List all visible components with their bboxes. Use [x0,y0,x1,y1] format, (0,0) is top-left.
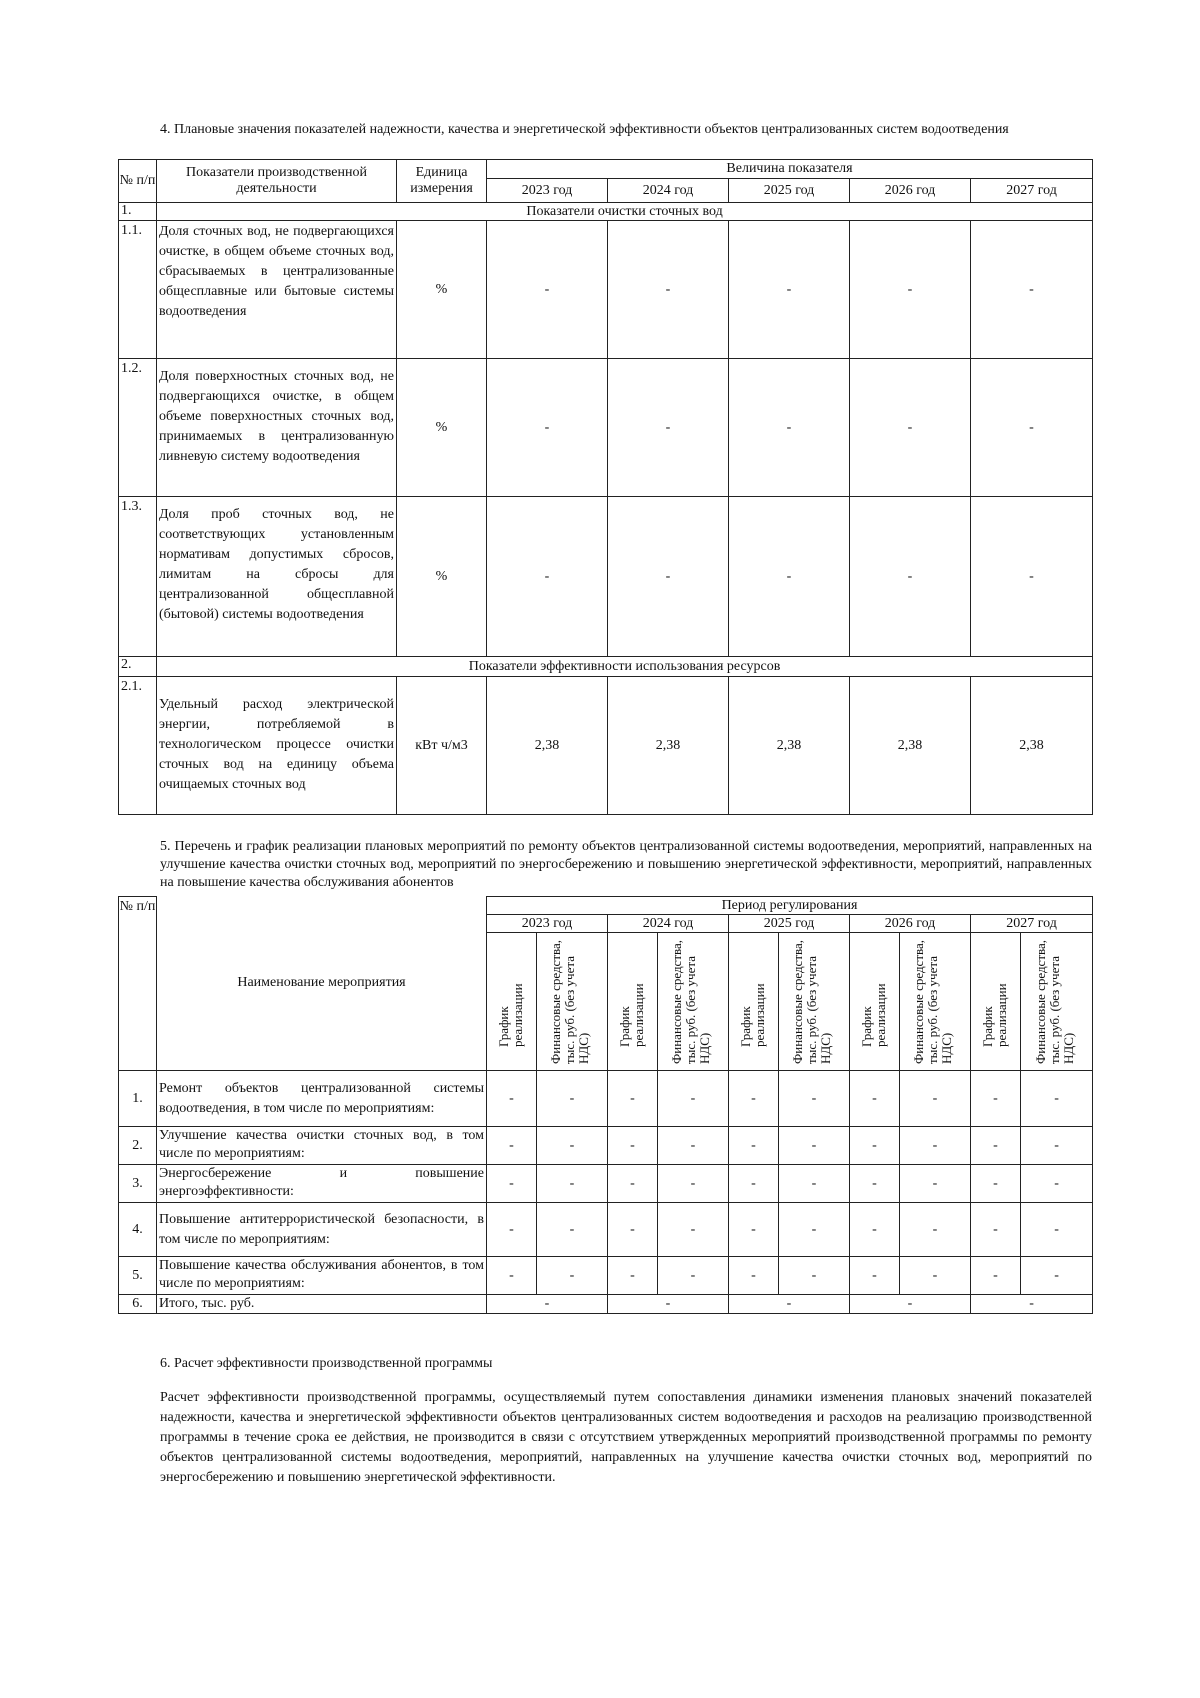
header-finance: Финансовые средства, тыс. руб. (без учета НДС) [548,939,591,1064]
row-name: Повышение антитеррористической безопасности, в том числе по мероприятиям: [157,1203,487,1257]
header-unit: Единица измерения [397,160,487,203]
row-value: - [850,1165,900,1203]
row-num: 1.1. [119,221,157,359]
row-value: - [658,1127,729,1165]
header-name: Наименование мероприятия [157,897,487,1071]
row-value: - [487,1257,537,1295]
row-value: - [537,1071,608,1127]
row-value: 2,38 [608,677,729,815]
row-value: - [729,1071,779,1127]
row-value: - [537,1203,608,1257]
row-value: - [537,1127,608,1165]
row-value: - [1021,1203,1093,1257]
row-name: Ремонт объектов централизованной системы водоотведения, в том числе по мероприятиям: [157,1071,487,1127]
header-num: № п/п [119,160,157,203]
row-value: - [608,1203,658,1257]
header-schedule: График реализации [616,982,646,1047]
row-value: - [537,1257,608,1295]
total-value: - [487,1295,608,1314]
row-value: - [900,1257,971,1295]
row-value: - [971,359,1093,497]
row-value: - [608,1165,658,1203]
row-value: 2,38 [850,677,971,815]
header-schedule: График реализации [979,982,1009,1047]
row-num: 1.3. [119,497,157,657]
total-value: - [608,1295,729,1314]
row-value: - [1021,1165,1093,1203]
row-num: 5. [119,1257,157,1295]
row-value: - [608,1127,658,1165]
group-num: 2. [119,657,157,677]
row-unit: кВт ч/м3 [397,677,487,815]
row-value: - [850,497,971,657]
row-value: - [779,1165,850,1203]
header-year: 2025 год [729,179,850,203]
section6-title: 6. Расчет эффективности производственной программы [160,1356,493,1371]
row-value: - [850,1257,900,1295]
row-value: - [487,359,608,497]
row-value: - [779,1071,850,1127]
header-year: 2027 год [971,915,1093,933]
section5-title: 5. Перечень и график реализации плановых мероприятий по ремонту объектов централизованной системы водоотведения, мероприятий, направленных на улучшение качества очистки сточных вод, мероприятий по энергосбережению и повышению энергетической эффективности, мероприятий, направленных на повышение качества обслуживания абонентов [160,839,1092,890]
row-value: - [487,1203,537,1257]
group-title: Показатели эффективности использования ресурсов [157,657,1093,677]
header-num: № п/п [119,897,157,1071]
header-year: 2026 год [850,179,971,203]
total-value: - [971,1295,1093,1314]
header-year: 2023 год [487,915,608,933]
header-year: 2024 год [608,179,729,203]
row-name: Улучшение качества очистки сточных вод, в том числе по мероприятиям: [157,1127,487,1165]
header-schedule: График реализации [737,982,767,1047]
group-num: 1. [119,203,157,221]
total-value: - [729,1295,850,1314]
row-value: - [1021,1071,1093,1127]
row-value: 2,38 [487,677,608,815]
row-value: - [658,1257,729,1295]
row-value: - [487,221,608,359]
row-unit: % [397,359,487,497]
total-name: Итого, тыс. руб. [157,1295,487,1314]
header-schedule: График реализации [495,982,525,1047]
header-year: 2024 год [608,915,729,933]
row-value: - [850,1203,900,1257]
row-value: - [608,497,729,657]
total-value: - [850,1295,971,1314]
header-value: Величина показателя [487,160,1093,179]
row-name: Энергосбережение и повышение энергоэффективности: [157,1165,487,1203]
row-num: 3. [119,1165,157,1203]
measures-table [118,896,1093,1314]
row-value: - [487,497,608,657]
row-num: 2. [119,1127,157,1165]
row-name: Удельный расход электрической энергии, потребляемой в технологическом процессе очистки сточных вод на единицу объема очищаемых сточных вод [157,677,397,815]
header-finance: Финансовые средства, тыс. руб. (без учета НДС) [669,939,712,1064]
row-value: - [487,1127,537,1165]
row-num: 4. [119,1203,157,1257]
row-num: 1.2. [119,359,157,497]
row-value: - [537,1165,608,1203]
header-year: 2027 год [971,179,1093,203]
row-value: - [608,1071,658,1127]
row-value: - [729,1165,779,1203]
row-value: - [1021,1127,1093,1165]
header-finance: Финансовые средства, тыс. руб. (без учета НДС) [911,939,954,1064]
row-num: 2.1. [119,677,157,815]
header-finance: Финансовые средства, тыс. руб. (без учета НДС) [1032,939,1076,1064]
row-value: - [658,1203,729,1257]
row-value: - [729,1257,779,1295]
row-value: - [608,359,729,497]
row-value: 2,38 [729,677,850,815]
row-value: - [900,1203,971,1257]
total-num: 6. [119,1295,157,1314]
row-value: - [729,221,850,359]
row-unit: % [397,221,487,359]
row-value: - [971,221,1093,359]
section6-body: Расчет эффективности производственной программы, осуществляемый путем сопоставления динамики изменения плановых значений показателей надежности, качества и энергетической эффективности объектов централизованных систем водоотведения и расходов на реализацию производственной программы в течение срока ее действия, не производится в связи с отсутствием утвержденных мероприятий производственной программы по ремонту объектов централизованной системы водоотведения, мероприятий, направленных на улучшение качества очистки сточных вод, мероприятий по энергосбережению и повышению энергетической эффективности. [160,1390,1092,1485]
row-value: 2,38 [971,677,1093,815]
row-value: - [850,1071,900,1127]
row-name: Повышение качества обслуживания абонентов, в том числе по мероприятиям: [157,1257,487,1295]
row-value: - [971,1071,1021,1127]
indicators-table [118,159,1093,815]
row-value: - [1021,1257,1093,1295]
row-value: - [729,497,850,657]
row-value: - [729,1127,779,1165]
row-unit: % [397,497,487,657]
row-value: - [971,1165,1021,1203]
header-period: Период регулирования [487,897,1093,915]
row-value: - [729,1203,779,1257]
group-title: Показатели очистки сточных вод [157,203,1093,221]
row-value: - [729,359,850,497]
row-value: - [971,1257,1021,1295]
row-value: - [658,1071,729,1127]
row-num: 1. [119,1071,157,1127]
row-value: - [487,1071,537,1127]
row-value: - [900,1071,971,1127]
row-value: - [850,221,971,359]
header-finance: Финансовые средства, тыс. руб. (без учета НДС) [790,939,833,1064]
header-year: 2023 год [487,179,608,203]
row-name: Доля сточных вод, не подвергающихся очистке, в общем объеме сточных вод, сбрасываемых в централизованные общесплавные или бытовые системы водоотведения [157,221,397,359]
row-value: - [487,1165,537,1203]
row-value: - [971,1127,1021,1165]
header-indicator: Показатели производственной деятельности [157,160,397,203]
row-name: Доля проб сточных вод, не соответствующих установленным нормативам допустимых сбросов, лимитам на сбросы для централизованной общесплавной (бытовой) системы водоотведения [157,497,397,657]
header-schedule: График реализации [858,982,888,1047]
row-value: - [971,497,1093,657]
row-value: - [900,1127,971,1165]
row-value: - [850,359,971,497]
row-value: - [971,1203,1021,1257]
row-value: - [779,1203,850,1257]
section4-title: 4. Плановые значения показателей надежности, качества и энергетической эффективности объектов централизованных систем водоотведения [160,122,1009,137]
row-value: - [850,1127,900,1165]
row-value: - [608,1257,658,1295]
row-value: - [900,1165,971,1203]
row-value: - [608,221,729,359]
row-value: - [658,1165,729,1203]
row-name: Доля поверхностных сточных вод, не подвергающихся очистке, в общем объеме поверхностных сточных вод, принимаемых в централизованную ливневую систему водоотведения [157,359,397,497]
row-value: - [779,1257,850,1295]
header-year: 2025 год [729,915,850,933]
header-year: 2026 год [850,915,971,933]
row-value: - [779,1127,850,1165]
